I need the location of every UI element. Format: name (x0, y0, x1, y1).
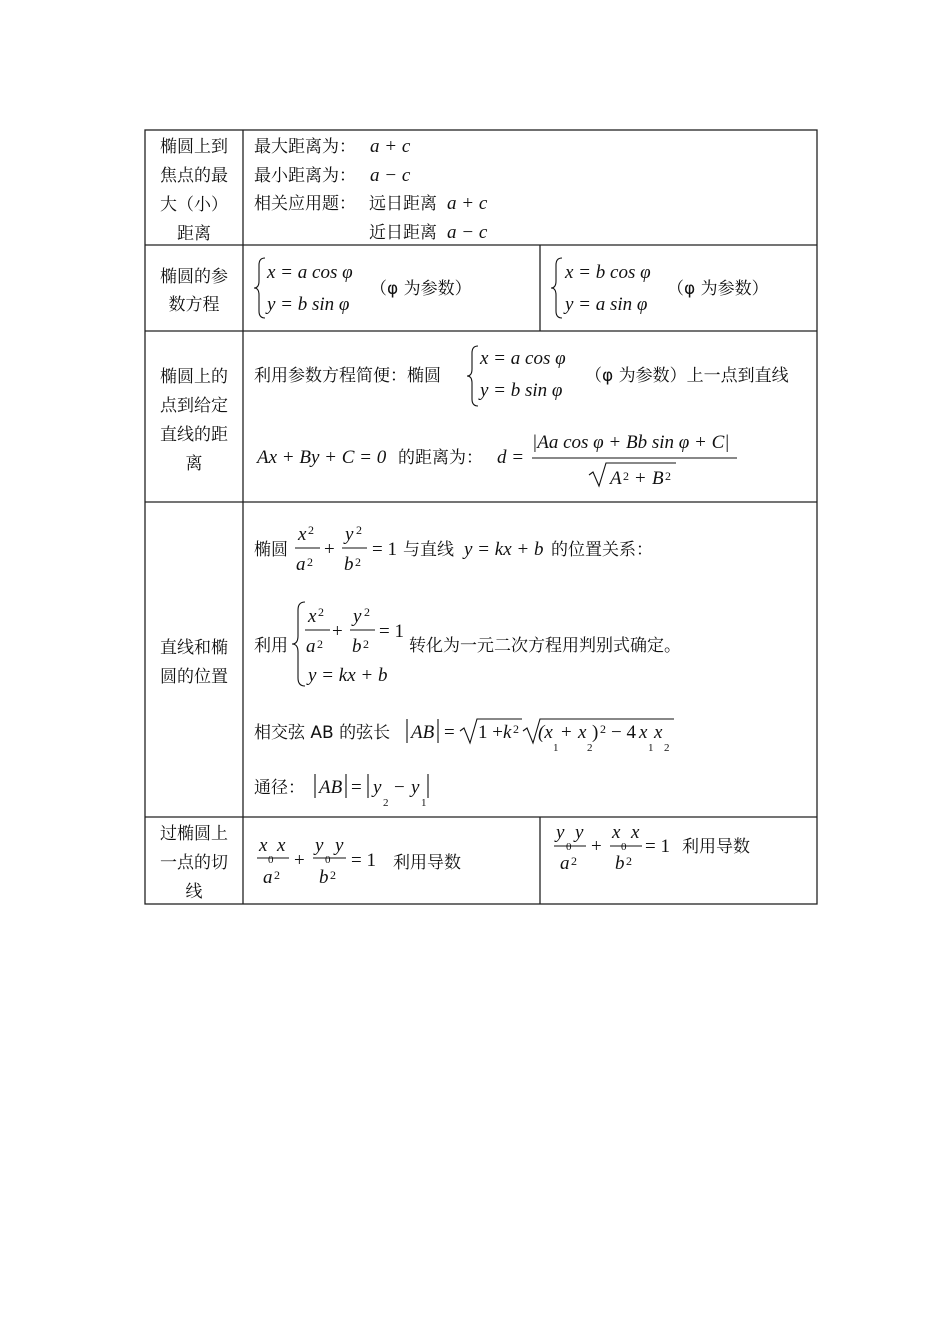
slope-k: k (503, 722, 512, 743)
frac-num-y: y (353, 606, 362, 627)
row-max-min-distance (160, 136, 488, 244)
label-line: 圆的位置 (160, 667, 228, 687)
param-eq-x: x = a cos φ (480, 348, 566, 369)
row-parametric-equation (160, 258, 769, 318)
plus-sign: + (324, 539, 335, 560)
subscript-1: 1 (648, 742, 654, 754)
plus-sign: + (561, 722, 572, 743)
tangent-num-x0x: x (612, 822, 621, 843)
left-brace (551, 258, 562, 318)
tangent-den-a: a (263, 867, 273, 888)
minus-sign: − (394, 777, 405, 798)
left-brace (467, 346, 478, 406)
exponent-2: 2 (623, 469, 629, 483)
max-distance-label: 最大距离为： (254, 137, 356, 157)
subscript-1: 1 (553, 742, 559, 754)
exponent-2: 2 (355, 555, 361, 569)
equals-sign: = (351, 777, 362, 798)
minus-four: − 4 (611, 722, 636, 743)
perihelion-label: 近日距离 (369, 223, 437, 243)
aphelion-label: 远日距离 (369, 194, 437, 214)
equals-one: = 1 (351, 850, 376, 871)
label-line: 焦点的最 (160, 166, 228, 186)
label-line: 过椭圆上 (160, 824, 228, 844)
exponent-2: 2 (364, 605, 370, 619)
tangent-num-x: x (277, 835, 286, 856)
distance-numerator: |Aa cos φ + Bb sin φ + C| (532, 432, 730, 453)
tangent-den-b: b (319, 867, 329, 888)
close-paren: ) (592, 722, 599, 743)
subscript-0: 0 (566, 841, 572, 853)
intro-text: 利用参数方程简便：椭圆 (254, 366, 441, 386)
min-distance-label: 最小距离为： (254, 166, 356, 186)
latus-label: 通径： (254, 778, 305, 798)
subscript-0: 0 (325, 854, 331, 866)
convert-text: 转化为一元二次方程用判别式确定。 (409, 636, 681, 656)
param-eq-y: y = b sin φ (267, 294, 350, 315)
line-equation: Ax + By + C = 0 (257, 447, 387, 468)
exponent-2: 2 (363, 637, 369, 651)
subscript-2: 2 (664, 742, 670, 754)
label-line: 大（小） (160, 195, 228, 215)
use-word: 利用 (254, 636, 288, 656)
aphelion-formula: a + c (447, 193, 488, 214)
label-line: 椭圆的参 (160, 267, 228, 287)
frac-num-y: y (345, 524, 354, 545)
param-eq-y-alt: y = a sin φ (565, 294, 648, 315)
tangent-num-y0y: y (556, 822, 565, 843)
row-point-line-distance (160, 346, 789, 489)
exponent-2: 2 (330, 868, 336, 882)
latus-ab: AB (319, 777, 343, 798)
plus-sign: + (332, 621, 343, 642)
system-line-equation: y = kx + b (308, 665, 388, 686)
exponent-2: 2 (571, 854, 577, 868)
label-line: 直线的距 (160, 425, 228, 445)
label-line: 椭圆上的 (160, 367, 228, 387)
chord-x2: x (654, 722, 663, 743)
label-line: 距离 (177, 224, 211, 244)
tangent-note-alt: 利用导数 (682, 837, 750, 857)
min-distance-formula: a − c (370, 165, 411, 186)
intro-tail-text: （φ 为参数）上一点到直线 (585, 366, 789, 386)
row-tangent-line (160, 822, 750, 902)
chord-x2: x (578, 722, 587, 743)
distance-d: d = (497, 447, 525, 468)
equals-one: = 1 (645, 836, 670, 857)
latus-y1: y (411, 777, 420, 798)
param-eq-x-alt: x = b cos φ (565, 262, 651, 283)
sqrt-one-plus: 1 + (478, 722, 503, 743)
row-line-ellipse-position (160, 523, 681, 809)
frac-den-b: b (352, 636, 362, 657)
exponent-2: 2 (665, 469, 671, 483)
tangent-num-y0y: y (315, 835, 324, 856)
param-note: （φ 为参数） (370, 279, 472, 299)
plus-sign: + (294, 850, 305, 871)
equals-one: = 1 (379, 621, 404, 642)
distance-label: 的距离为： (398, 448, 483, 468)
application-label: 相关应用题： (254, 194, 356, 214)
plus-sign: + (635, 468, 646, 489)
table-grid (145, 130, 817, 904)
subscript-0: 0 (268, 854, 274, 866)
exponent-2: 2 (626, 854, 632, 868)
tangent-num-x: x (631, 822, 640, 843)
with-line-word: 与直线 (403, 540, 454, 560)
param-note-alt: （φ 为参数） (667, 279, 769, 299)
tangent-den-a: a (560, 853, 570, 874)
relation-text: 的位置关系： (551, 540, 653, 560)
exponent-2: 2 (317, 637, 323, 651)
frac-num-x: x (298, 524, 307, 545)
exponent-2: 2 (307, 555, 313, 569)
tangent-den-b: b (615, 853, 625, 874)
label-line: 一点的切 (160, 853, 228, 873)
subscript-1: 1 (421, 797, 427, 809)
equals-sign: = (444, 722, 455, 743)
denominator-b: B (652, 468, 664, 489)
line-equation: y = kx + b (464, 539, 544, 560)
tangent-note: 利用导数 (393, 853, 461, 873)
tangent-num-y: y (335, 835, 344, 856)
exponent-2: 2 (308, 523, 314, 537)
left-brace (292, 602, 305, 686)
frac-den-b: b (344, 554, 354, 575)
exponent-2: 2 (318, 605, 324, 619)
label-line: 点到给定 (160, 396, 228, 416)
perihelion-formula: a − c (447, 222, 488, 243)
chord-open-x1: (x (538, 722, 553, 743)
param-eq-y: y = b sin φ (480, 380, 563, 401)
row-label (160, 137, 228, 244)
label-line: 椭圆上到 (160, 137, 228, 157)
param-eq-x: x = a cos φ (267, 262, 353, 283)
equals-one: = 1 (372, 539, 397, 560)
chord-length-label: 相交弦 AB 的弦长 (254, 723, 391, 743)
label-line: 直线和椭 (160, 638, 228, 658)
subscript-0: 0 (621, 841, 627, 853)
exponent-2: 2 (356, 523, 362, 537)
frac-num-x: x (308, 606, 317, 627)
plus-sign: + (591, 836, 602, 857)
exponent-2: 2 (274, 868, 280, 882)
tangent-num-y: y (575, 822, 584, 843)
label-line: 数方程 (168, 295, 220, 315)
label-line: 离 (185, 454, 203, 474)
left-brace (254, 258, 265, 318)
frac-den-a: a (306, 636, 316, 657)
subscript-2: 2 (383, 797, 389, 809)
latus-y2: y (373, 777, 382, 798)
ellipse-word: 椭圆 (254, 540, 288, 560)
chord-x1: x (639, 722, 648, 743)
label-line: 线 (185, 882, 203, 902)
frac-den-a: a (296, 554, 306, 575)
exponent-2: 2 (513, 722, 519, 736)
exponent-2: 2 (600, 722, 606, 736)
denominator-a: A (610, 468, 622, 489)
chord-ab: AB (411, 722, 435, 743)
subscript-2: 2 (587, 742, 593, 754)
max-distance-formula: a + c (370, 136, 411, 157)
tangent-num-x0x: x (259, 835, 268, 856)
